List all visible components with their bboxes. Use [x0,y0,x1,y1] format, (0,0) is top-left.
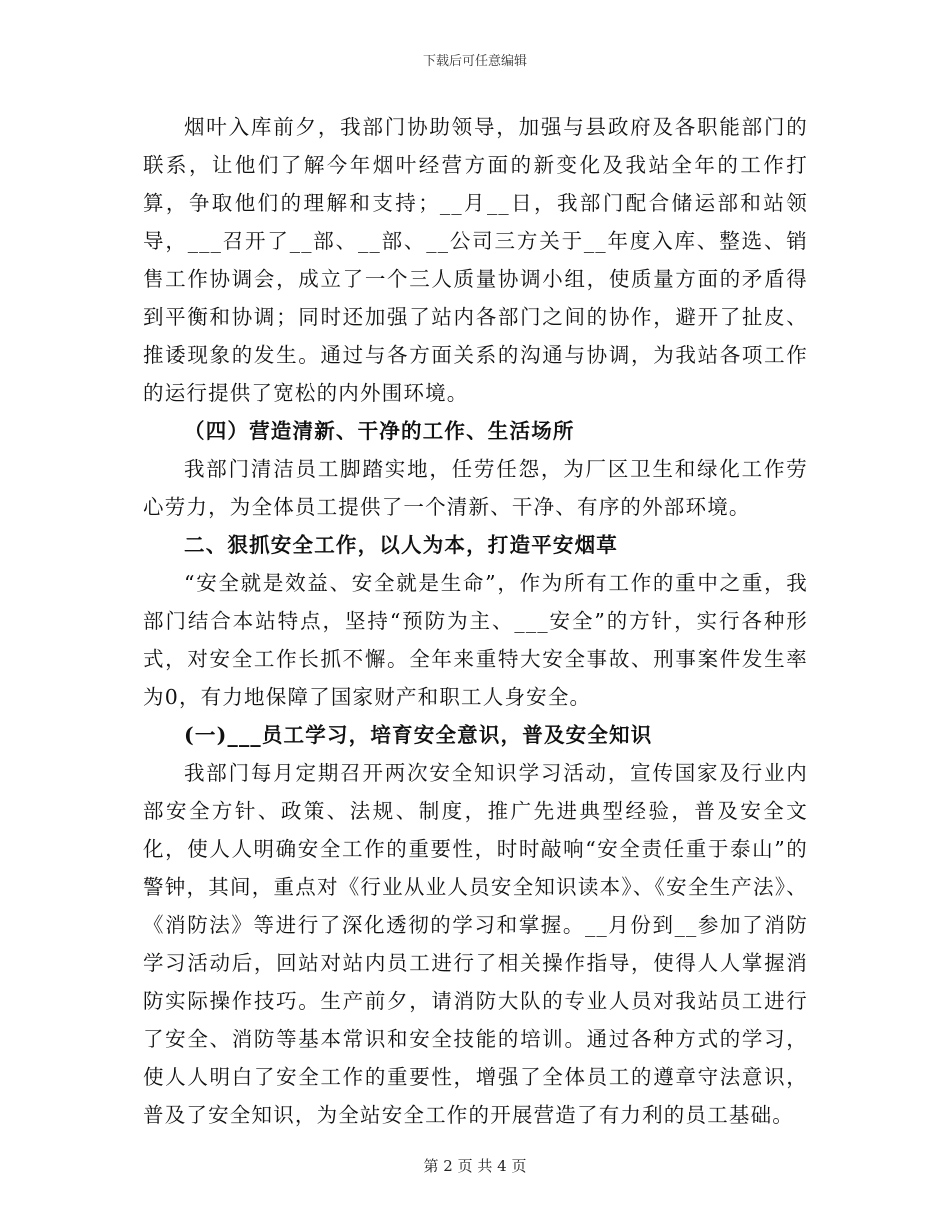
section-heading-4: （四）营造清新、干净的工作、生活场所 [184,419,575,443]
paragraph-coordination: 烟叶入库前夕，我部门协助领导，加强与县政府及各职能部门的联系，让他们了解今年烟叶经营方面的新变化及我站全年的工作打算，争取他们的理解和支持；__月__日，我部门配合储运部和站领导，___召开了__部、__部、__公司三方关于__年度入库、整选、销售工作协调会，成立了一个三人质量协调小组，使质量方面的矛盾得到平衡和协调；同时还加强了站内各部门之间的协作，避开了扯皮、推诿现象的发生。通过与各方面关系的沟通与协调，为我站各项工作的运行提供了宽松的内外围环境。 [143,115,808,405]
page-header: 下载后可任意编辑 [422,54,527,69]
document-body [143,108,808,1134]
page-footer: 第 2 页 共 4 页 [423,1157,527,1175]
paragraph-safety-training: 我部门每月定期召开两次安全知识学习活动，宣传国家及行业内部安全方针、政策、法规、制度，推广先进典型经验，普及安全文化，使人人明确安全工作的重要性，时时敲响“安全责任重于泰山”的警钟，其间，重点对《行业从业人员安全知识读本》、《安全生产法》、《消防法》等进行了深化透彻的学习和掌握。__月份到__参加了消防学习活动后，回站对站内员工进行了相关操作指导，使得人人掌握消防实际操作技巧。生产前夕，请消防大队的专业人员对我站员工进行了安全、消防等基本常识和安全技能的培训。通过各种方式的学习，使人人明白了安全工作的重要性，增强了全体员工的遵章守法意识，普及了安全知识，为全站安全工作的开展营造了有力利的员工基础。 [143,761,808,1127]
section-heading-2: 二、狠抓安全工作，以人为本，打造平安烟草 [184,533,618,557]
paragraph-safety-policy: “安全就是效益、安全就是生命”，作为所有工作的重中之重，我部门结合本站特点，坚持“预防为主、___安全”的方针，实行各种形式，对安全工作长抓不懈。全年来重特大安全事故、刑事案件发生率为0，有力地保障了国家财产和职工人身安全。 [143,571,808,709]
subsection-heading-1: (一)___员工学习，培育安全意识，普及安全知识 [184,723,653,747]
paragraph-cleaning: 我部门清洁员工脚踏实地，任劳任怨，为厂区卫生和绿化工作劳心劳力，为全体员工提供了一个清新、干净、有序的外部环境。 [143,457,808,519]
